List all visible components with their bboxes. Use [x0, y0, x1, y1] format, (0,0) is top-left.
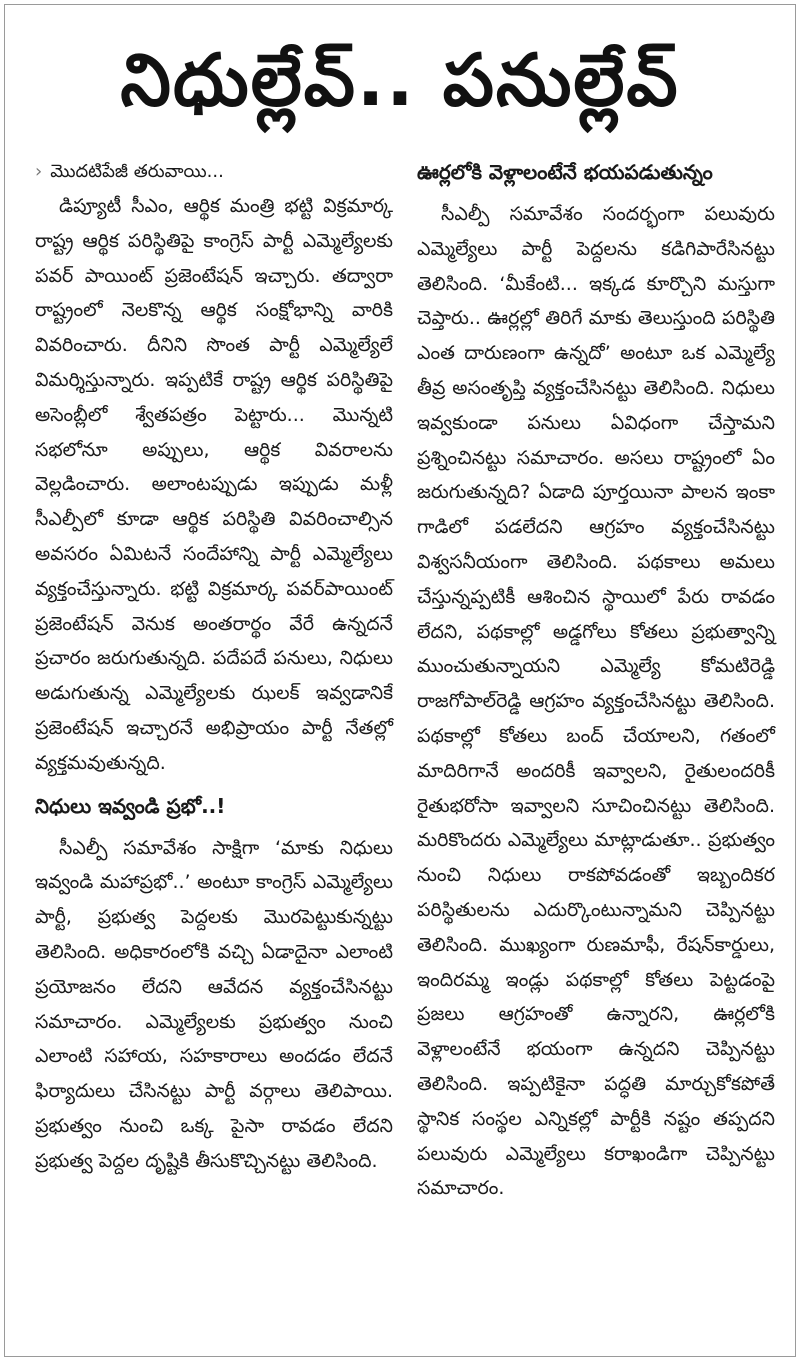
- news-clipping: [4, 4, 796, 1357]
- right-paragraph: సీఎల్పీ సమావేశం సందర్భంగా పలువురు ఎమ్మెల్యేలు పార్టీ పెద్దలను కడిగిపారేసినట్టు తెలిసింది. ‘మీకేంటి... ఇక్కడ కూర్చొని మస్తుగా చెప్తారు.. ఊర్లల్లో తిరిగే మాకు తెలుస్తుంది పరిస్థితి ఎంత దారుణంగా ఉన్నదో’ అంటూ ఒక ఎమ్మెల్యే తీవ్ర అసంతృప్తి వ్యక్తంచేసినట్టు తెలిసింది. నిధులు ఇవ్వకుండా పనులు ఏవిధంగా చేస్తామని ప్రశ్నించినట్టు సమాచారం. అసలు రాష్ట్రంలో ఏం జరుగుతున్నది? ఏడాది పూర్తయినా పాలన ఇంకా గాడిలో పడలేదని ఆగ్రహం వ్యక్తంచేసినట్టు విశ్వసనీయంగా తెలిసింది. పథకాలు అమలు చేస్తున్నప్పటికీ ఆశించిన స్థాయిలో పేరు రావడం లేదని, పథకాల్లో అడ్డగోలు కోతలు ప్రభుత్వాన్ని ముంచుతున్నాయని ఎమ్మెల్యే కోమటిరెడ్డి రాజగోపాల్‌రెడ్డి ఆగ్రహం వ్యక్తంచేసినట్టు తెలిసింది. పథకాల్లో కోతలు బంద్ చేయాలని, గతంలో మాదిరిగానే అందరికీ ఇవ్వాలని, రైతులందరికీ రైతుభరోసా ఇవ్వాలని సూచించినట్టు తెలిసింది. మరికొందరు ఎమ్మెల్యేలు మాట్లాడుతూ.. ప్రభుత్వం నుంచి నిధులు రాకపోవడంతో ఇబ్బందికర పరిస్థితులను ఎదుర్కొంటున్నామని చెప్పినట్టు తెలిసింది. ముఖ్యంగా రుణమాఫీ, రేషన్‌కార్డులు, ఇందిరమ్మ ఇండ్లు పథకాల్లో కోతలు పెట్టడంపై ప్రజలు ఆగ్రహంతో ఉన్నారని, ఊర్లలోకి వెళ్లాలంటేనే భయంగా ఉన్నదని చెప్పినట్టు తెలిసింది. ఇప్పటికైనా పద్ధతి మార్చుకోకపోతే స్థానిక సంస్థల ఎన్నికల్లో పార్టీకి నష్టం తప్పదని పలువురు ఎమ్మెల్యేలు కరాఖండిగా చెప్పినట్టు సమాచారం.: [417, 203, 775, 1200]
- right-subheading: ఊర్లలోకి వెళ్లాలంటేనే భయపడుతున్నం: [417, 160, 713, 184]
- continuation-arrow-icon: ›: [35, 161, 43, 182]
- left-column: [35, 155, 393, 1179]
- headline: నిధుల్లేవ్.. పనుల్లేవ్: [120, 38, 680, 122]
- continuation-line: [35, 155, 393, 189]
- left-subheading: నిధులు ఇవ్వండి ప్రభో..!: [35, 793, 226, 818]
- right-column: [417, 155, 775, 1206]
- continuation-text: మొదటిపేజీ తరువాయి...: [50, 161, 224, 182]
- left-paragraph-1: డిప్యూటీ సీఎం, ఆర్థిక మంత్రి భట్టి విక్రమార్క రాష్ట్ర ఆర్థిక పరిస్థితిపై కాంగ్రెస్ పార్టీ ఎమ్మెల్యేలకు పవర్ పాయింట్ ప్రజెంటేషన్ ఇచ్చారు. తద్వారా రాష్ట్రంలో నెలకొన్న ఆర్థిక సంక్షోభాన్ని వారికి వివరించారు. దీనిని సొంత పార్టీ ఎమ్మెల్యేలే విమర్శిస్తున్నారు. ఇప్పటికే రాష్ట్ర ఆర్థిక పరిస్థితిపై అసెంబ్లీలో శ్వేతపత్రం పెట్టారు... మొన్నటి సభలోనూ అప్పులు, ఆర్థిక వివరాలను వెల్లడించారు. అలాంటప్పుడు ఇప్పుడు మళ్లీ సీఎల్పీలో కూడా ఆర్థిక పరిస్థితి వివరించాల్సిన అవసరం ఏమిటనే సందేహాన్ని పార్టీ ఎమ్మెల్యేలు వ్యక్తంచేస్తున్నారు. భట్టి విక్రమార్క పవర్‌పాయింట్ ప్రజెంటేషన్ వెనుక అంతరార్థం వేరే ఉన్నదనే ప్రచారం జరుగుతున్నది. పదేపదే పనులు, నిధులు అడుగుతున్న ఎమ్మెల్యేలకు ఝలక్ ఇవ్వడానికే ప్రజెంటేషన్ ఇచ్చారనే అభిప్రాయం పార్టీ నేతల్లో వ్యక్తమవుతున్నది.: [35, 195, 393, 774]
- left-paragraph-2: సీఎల్పీ సమావేశం సాక్షిగా ‘మాకు నిధులు ఇవ్వండి మహాప్రభో..’ అంటూ కాంగ్రెస్ ఎమ్మెల్యేలు పార్టీ, ప్రభుత్వ పెద్దలకు మొరపెట్టుకున్నట్టు తెలిసింది. అధికారంలోకి వచ్చి ఏడాదైనా ఎలాంటి ప్రయోజనం లేదని ఆవేదన వ్యక్తంచేసినట్టు సమాచారం. ఎమ్మెల్యేలకు ప్రభుత్వం నుంచి ఎలాంటి సహాయ, సహకారాలు అందడం లేదనే ఫిర్యాదులు చేసినట్టు పార్టీ వర్గాలు తెలిపాయి. ప్రభుత్వం నుంచి ఒక్క పైసా రావడం లేదని ప్రభుత్వ పెద్దల దృష్టికి తీసుకొచ్చినట్టు తెలిసింది.: [35, 836, 393, 1172]
